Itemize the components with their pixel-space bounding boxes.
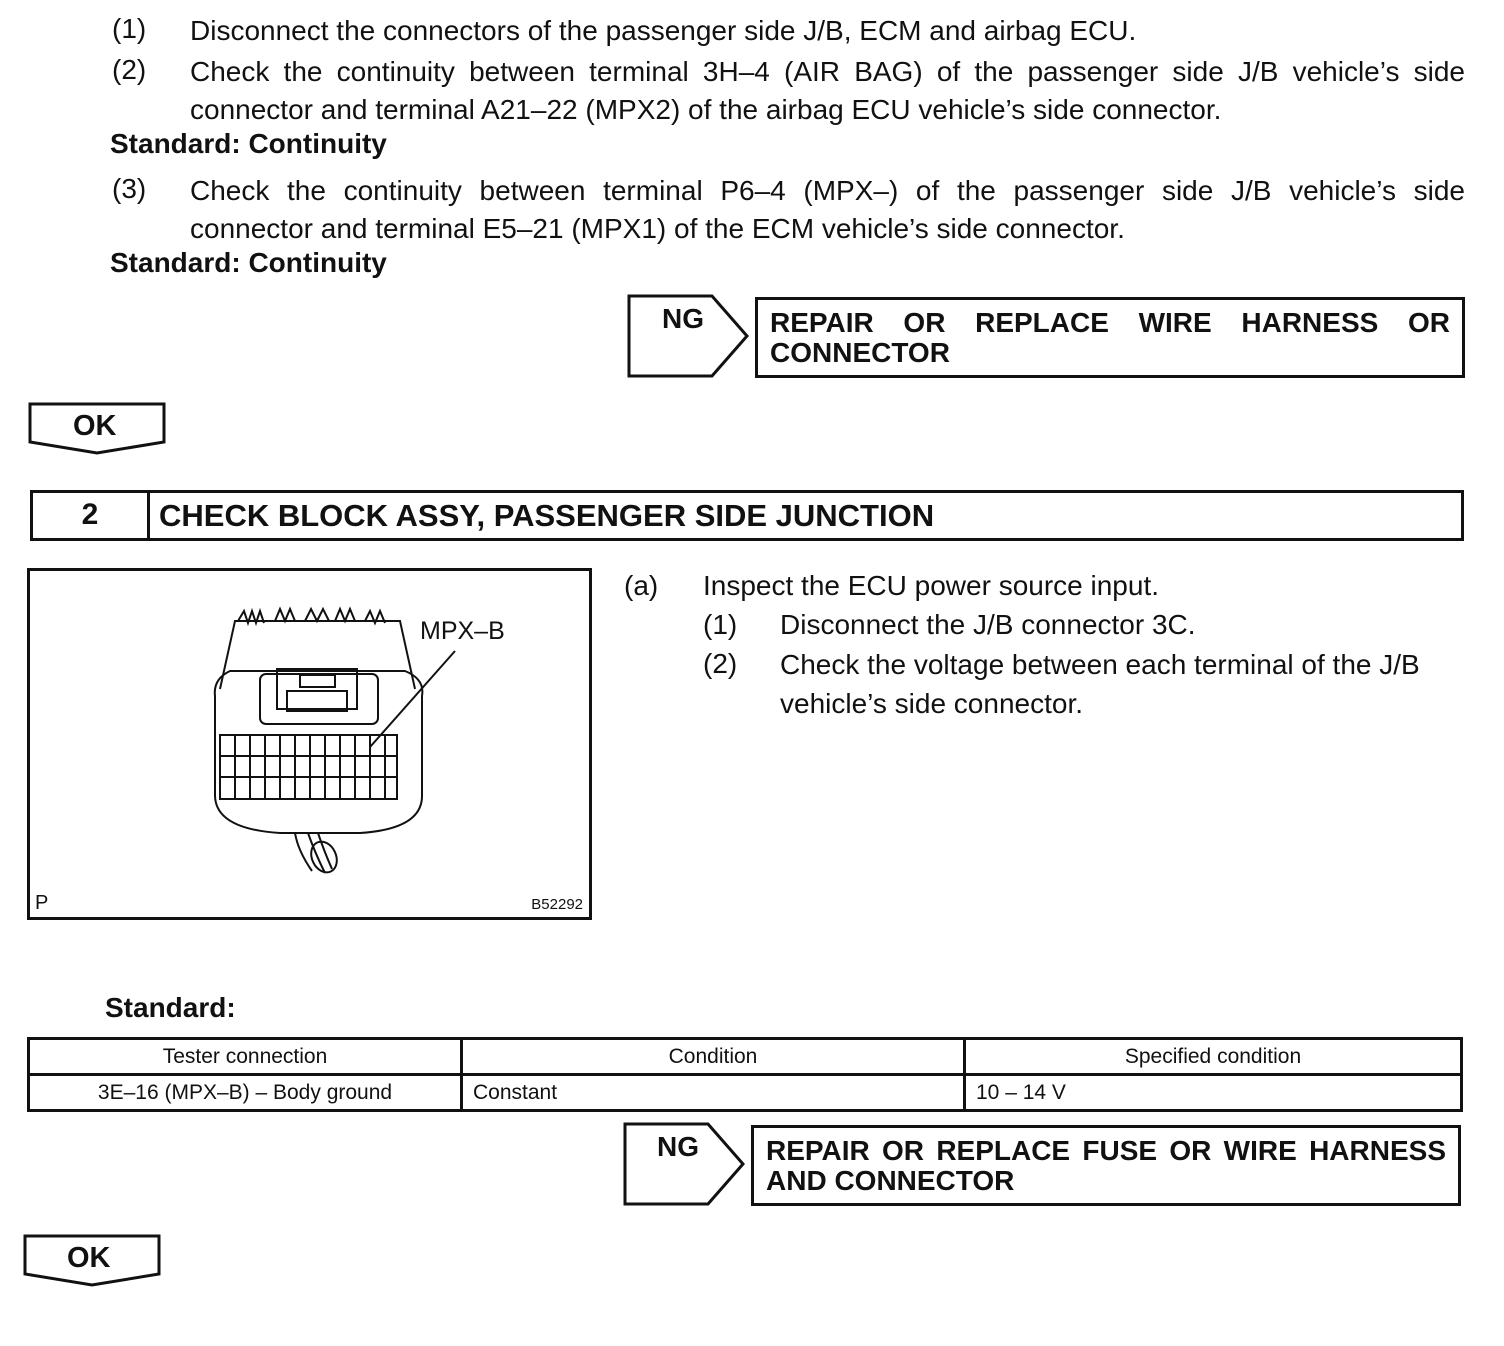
connector-figure <box>27 568 592 920</box>
standard-continuity-1: Standard: Continuity <box>110 128 387 159</box>
table-cell: 3E–16 (MPX–B) – Body ground <box>29 1075 462 1111</box>
step-number: (3) <box>112 173 147 204</box>
section-number: 2 <box>33 493 150 538</box>
step-text: Check the continuity between terminal P6–4 (MPX–) of the passenger side J/B vehicle’s side connector and terminal E5–21 (MPX1) of the ECM vehicle’s side connector. <box>190 175 1465 244</box>
ng-label: NG <box>662 303 704 334</box>
step-number: (2) <box>112 54 147 85</box>
step-text: Disconnect the connectors of the passenger side J/B, ECM and airbag ECU. <box>190 15 1137 46</box>
step-number: (2) <box>703 648 738 679</box>
section-title: CHECK BLOCK ASSY, PASSENGER SIDE JUNCTION <box>159 498 935 533</box>
ok-label: OK <box>73 410 117 442</box>
table-header: Condition <box>462 1039 965 1075</box>
figure-code: B52292 <box>531 896 583 913</box>
ng-action-box: REPAIR OR REPLACE WIRE HARNESS OR CONNECTOR <box>755 297 1465 378</box>
figure-callout-label: MPX–B <box>420 617 505 645</box>
section-header <box>30 490 1464 541</box>
ng-action-box: REPAIR OR REPLACE FUSE OR WIRE HARNESS AND CONNECTOR <box>751 1125 1461 1206</box>
step-number: (1) <box>703 609 738 640</box>
step-text: Disconnect the J/B connector 3C. <box>780 609 1196 640</box>
table-header: Tester connection <box>29 1039 462 1075</box>
connector-illustration <box>30 571 589 917</box>
table-cell: 10 – 14 V <box>965 1075 1462 1111</box>
step-number: (a) <box>624 570 659 601</box>
table-cell: Constant <box>462 1075 965 1111</box>
table-row <box>29 1075 1462 1111</box>
figure-corner-letter: P <box>35 892 49 914</box>
standard-label: Standard: <box>105 992 236 1023</box>
standard-continuity-2: Standard: Continuity <box>110 247 387 278</box>
step-text: Check the continuity between terminal 3H–4 (AIR BAG) of the passenger side J/B vehicle’s side connector and terminal A21–22 (MPX2) of the airbag ECU vehicle’s side connector. <box>190 56 1465 125</box>
step-number: (1) <box>112 13 147 44</box>
ok-label: OK <box>67 1242 111 1274</box>
standard-table <box>27 1037 1463 1112</box>
table-header-row <box>29 1039 1462 1075</box>
step-text: Inspect the ECU power source input. <box>703 570 1160 601</box>
table-header: Specified condition <box>965 1039 1462 1075</box>
ng-label: NG <box>657 1131 699 1162</box>
step-text: Check the voltage between each terminal of the J/B vehicle’s side connector. <box>780 649 1420 719</box>
